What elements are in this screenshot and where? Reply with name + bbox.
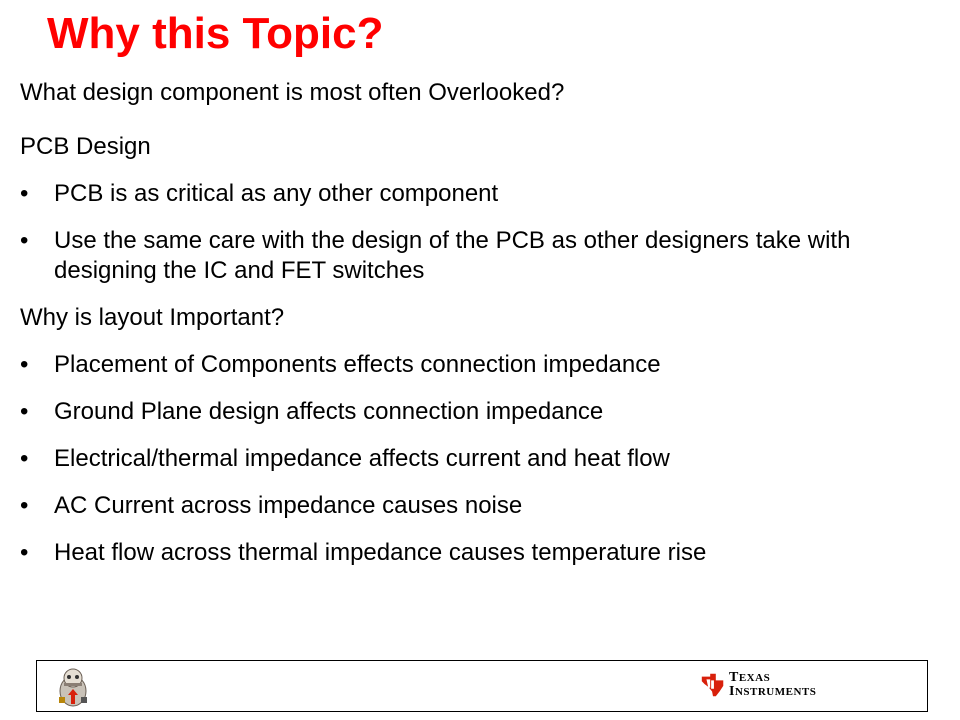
footer-bar — [36, 660, 928, 712]
bullet-item: • Electrical/thermal impedance affects current and heat flow — [20, 444, 940, 474]
layout-importance-bullet-list — [20, 350, 940, 568]
slide-body — [20, 78, 940, 585]
texas-instruments-logo-icon — [699, 671, 727, 699]
bullet-item: • Ground Plane design affects connection impedance — [20, 397, 940, 427]
question-text: What design component is most often Overlooked? — [20, 79, 565, 106]
pcb-design-bullet-list — [20, 179, 940, 286]
bullet-item: • AC Current across impedance causes noise — [20, 491, 940, 521]
bullet-item: • Placement of Components effects connection impedance — [20, 350, 940, 380]
mascot-icon — [51, 665, 95, 709]
slide-title: Why this Topic? — [47, 9, 384, 58]
texas-instruments-wordmark: TEXAS INSTRUMENTS — [729, 670, 817, 699]
bullet-item: • Heat flow across thermal impedance causes temperature rise — [20, 538, 940, 568]
bullet-item: • Use the same care with the design of the PCB as other designers take with designing the IC and FET switches — [20, 226, 940, 286]
bullet-item: • PCB is as critical as any other component — [20, 179, 940, 209]
section-heading-layout-importance: Why is layout Important? — [20, 304, 285, 331]
section-heading-pcb-design: PCB Design — [20, 133, 151, 160]
